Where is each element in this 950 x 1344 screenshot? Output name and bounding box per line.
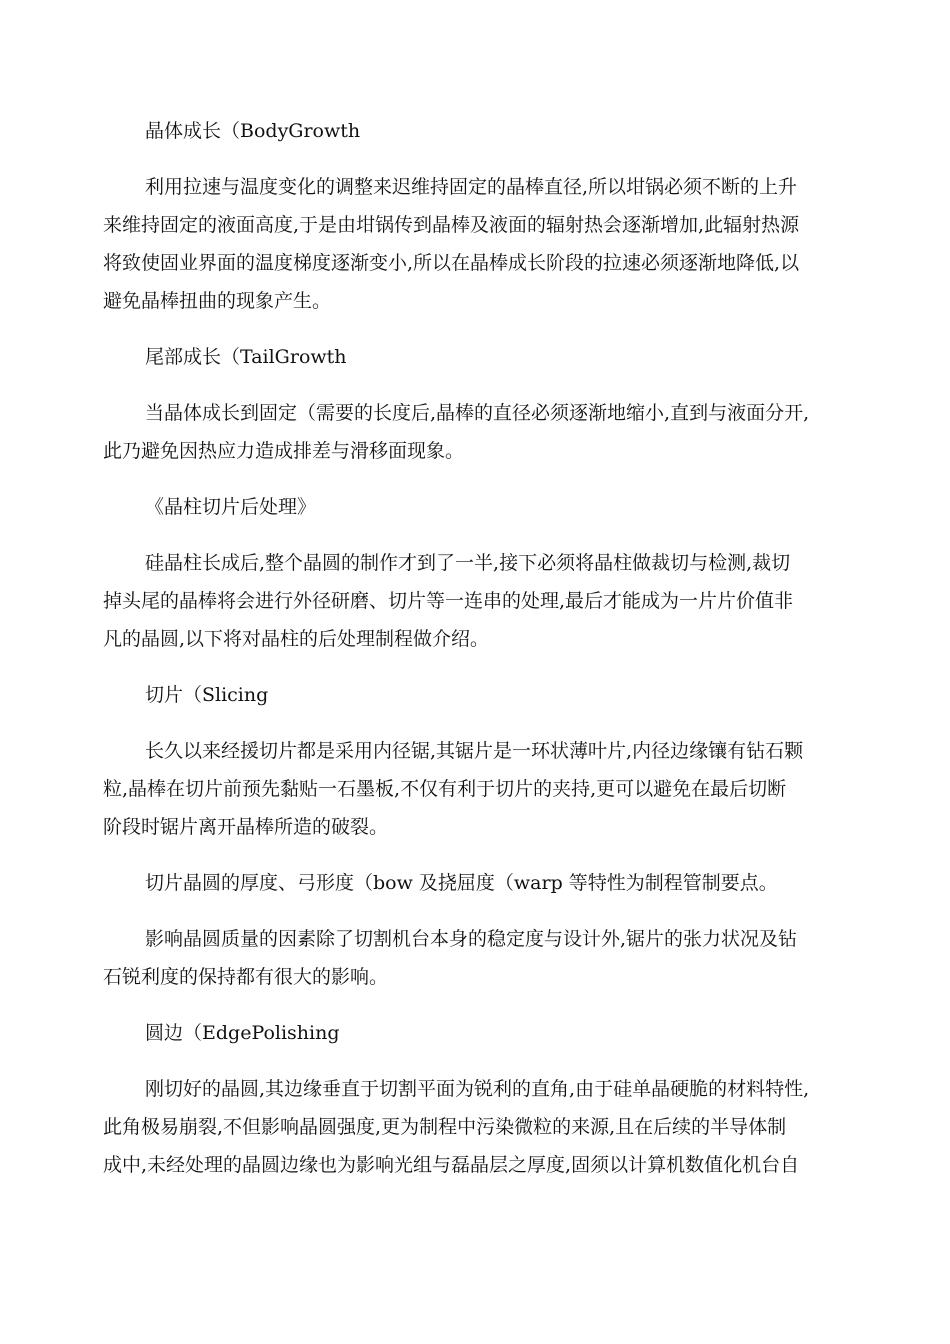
- paragraph-line: 来维持固定的液面高度,于是由坩锅传到晶棒及液面的辐射热会逐渐增加,此辐射热源: [103, 214, 800, 236]
- paragraph-slicing-quality: [103, 920, 855, 996]
- paragraph-line: 长久以来经援切片都是采用内径锯,其锯片是一环状薄叶片,内径边缘镶有钻石颗: [145, 740, 804, 762]
- paragraph-line: 硅晶柱长成后,整个晶圆的制作才到了一半,接下必须将晶柱做裁切与检测,裁切: [145, 552, 791, 574]
- paragraph-line: 此角极易崩裂,不但影响晶圆强度,更为制程中污染微粒的来源,且在后续的半导体制: [103, 1116, 787, 1138]
- section-heading-post-processing: 《晶柱切片后处理》: [145, 496, 317, 518]
- paragraph-post-processing: [103, 544, 855, 658]
- paragraph-line: 利用拉速与温度变化的调整来迟维持固定的晶棒直径,所以坩锅必须不断的上升: [145, 176, 798, 198]
- paragraph-line: 粒,晶棒在切片前预先黏贴一石墨板,不仅有利于切片的夹持,更可以避免在最后切断: [103, 778, 787, 800]
- document-page: [103, 112, 855, 1202]
- section-heading-body-growth: 晶体成长（BodyGrowth: [145, 120, 361, 142]
- section-heading-edge-polishing: 圆边（EdgePolishing: [145, 1022, 340, 1044]
- paragraph-edge-polishing: [103, 1070, 855, 1184]
- paragraph-slicing-control: [103, 864, 855, 902]
- paragraph-slicing: [103, 732, 855, 846]
- paragraph-line: 影响晶圆质量的因素除了切割机台本身的稳定度与设计外,锯片的张力状况及钻: [145, 928, 798, 950]
- paragraph-line: 凡的晶圆,以下将对晶柱的后处理制程做介绍。: [103, 628, 490, 650]
- paragraph-line: 成中,未经处理的晶圆边缘也为影响光组与磊晶层之厚度,固须以计算机数值化机台自: [103, 1154, 800, 1176]
- paragraph-tail-growth: [103, 394, 855, 470]
- paragraph-line: 此乃避免因热应力造成排差与滑移面现象。: [103, 440, 465, 462]
- paragraph-line: 避免晶棒扭曲的现象产生。: [103, 290, 332, 312]
- paragraph-line: 当晶体成长到固定（需要的长度后,晶棒的直径必须逐渐地缩小,直到与液面分开,: [145, 402, 810, 424]
- paragraph-line: 石锐利度的保持都有很大的影响。: [103, 966, 389, 988]
- paragraph-line: 掉头尾的晶棒将会进行外径研磨、切片等一连串的处理,最后才能成为一片片价值非: [103, 590, 794, 612]
- paragraph-line: 将致使固业界面的温度梯度逐渐变小,所以在晶棒成长阶段的拉速必须逐渐地降低,以: [103, 252, 800, 274]
- paragraph-line: 阶段时锯片离开晶棒所造的破裂。: [103, 816, 389, 838]
- section-heading-slicing: 切片（Slicing: [145, 684, 269, 706]
- paragraph-line: 刚切好的晶圆,其边缘垂直于切割平面为锐利的直角,由于硅单晶硬脆的材料特性,: [145, 1078, 810, 1100]
- section-heading-tail-growth: 尾部成长（TailGrowth: [145, 346, 347, 368]
- paragraph-line: 切片晶圆的厚度、弓形度（bow 及挠屈度（warp 等特性为制程管制要点。: [145, 872, 778, 894]
- paragraph-body-growth: [103, 168, 855, 320]
